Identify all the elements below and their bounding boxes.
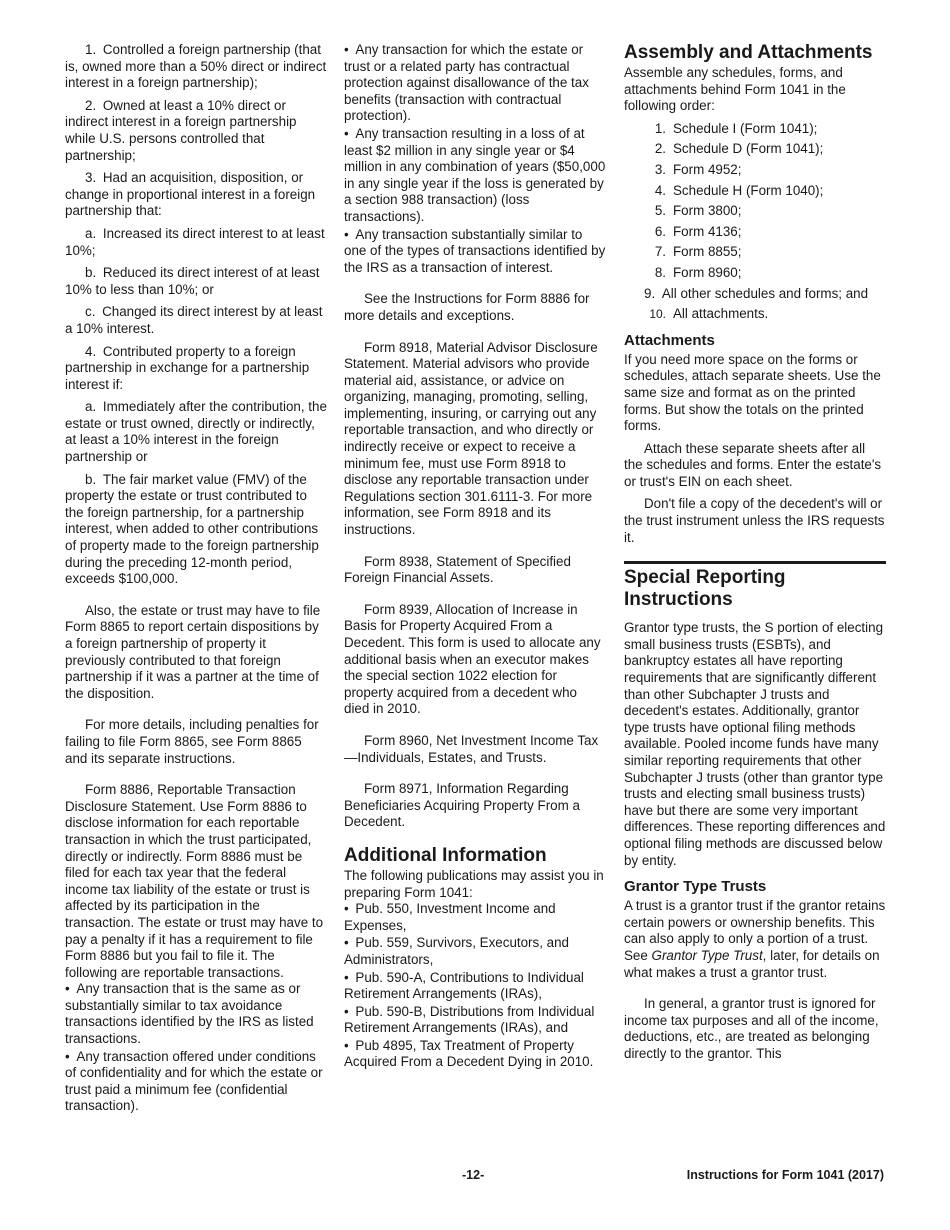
list-text: All attachments.	[673, 306, 769, 322]
list-item	[624, 141, 886, 158]
item-4a: a. Immediately after the contribution, the estate or trust owned, directly or indirectly, at least a 10% interest in the foreign partnership or	[65, 399, 327, 465]
list-item	[624, 265, 886, 282]
list-text: Form 4136;	[673, 223, 742, 239]
paragraph-publications-intro: The following publications may assist you in preparing Form 1041:	[344, 867, 604, 900]
bullet-pub-4895: • Pub 4895, Tax Treatment of Property Acquired From a Decedent Dying in 2010.	[344, 1037, 594, 1070]
paragraph-form-8960: Form 8960, Net Investment Income Tax—Individuals, Estates, and Trusts.	[344, 732, 599, 765]
heading-assembly-attachments: Assembly and Attachments	[624, 42, 873, 63]
list-item	[624, 162, 886, 179]
column-right	[624, 42, 886, 1069]
list-number: 4.	[654, 182, 666, 198]
heading-special-reporting: Special Reporting Instructions	[624, 567, 786, 611]
list-text: Schedule I (Form 1041);	[673, 120, 818, 136]
list-text: Form 8960;	[673, 264, 742, 280]
list-item	[624, 203, 886, 220]
paragraph-attachments-space: If you need more space on the forms or schedules, attach separate sheets. Use the same size and format as on the printed forms. But show the totals on the printed forms.	[624, 351, 881, 434]
paragraph-form-8939: Form 8939, Allocation of Increase in Basis for Property Acquired From a Decedent. This form is used to allocate any additional basis when an executor makes the special section 1022 election for property acquired from a decedent who died in 2010.	[344, 601, 601, 717]
bullet-listed-transactions: • Any transaction that is the same as or substantially similar to tax avoidance transactions identified by the IRS as listed transactions.	[65, 981, 314, 1047]
heading-additional-information: Additional Information	[344, 844, 547, 866]
list-number: 6.	[654, 223, 666, 239]
bullet-contractual-protection: • Any transaction for which the estate or trust or a related party has contractual protection against disallowance of the tax benefits (transaction with contractual protection).	[344, 42, 589, 124]
paragraph-assembly-intro: Assemble any schedules, forms, and attachments behind Form 1041 in the following order:	[624, 65, 846, 114]
bullet-pub-590b: • Pub. 590-B, Distributions from Individual Retirement Arrangements (IRAs), and	[344, 1003, 595, 1036]
bullet-loss-transactions: • Any transaction resulting in a loss of at least $2 million in any single year or $4 million in any combination of years ($50,000 in any single year if the loss is generated by a section 988 transaction) (loss transactions).	[344, 125, 606, 224]
list-text: Schedule H (Form 1040);	[673, 182, 824, 198]
item-4-contributed-property: 4. Contributed property to a foreign partnership in exchange for a partnership interest if:	[65, 343, 310, 392]
list-text: All other schedules and forms; and	[661, 285, 869, 301]
list-number: 1.	[654, 120, 666, 136]
section-divider	[624, 561, 886, 564]
item-4b: b. The fair market value (FMV) of the property the estate or trust contributed to the foreign partnership, for a partnership interest, when added to other contributions of property made to the foreign partnership during the preceding 12-month period, exceeds $100,000.	[65, 471, 319, 587]
paragraph-form-8865-dispositions: Also, the estate or trust may have to file Form 8865 to report certain dispositions by a foreign partnership of property it previously contributed to that foreign partnership if it was a partner at the time of the disposition.	[65, 602, 321, 701]
item-3c: c. Changed its direct interest by at least a 10% interest.	[65, 304, 323, 336]
list-item	[624, 183, 886, 200]
footer-title: Instructions for Form 1041 (2017)	[686, 1168, 884, 1182]
item-3a: a. Increased its direct interest to at least 10%;	[65, 225, 325, 258]
item-2-ten-percent-interest: 2. Owned at least a 10% direct or indirect interest in a foreign partnership while U.S. persons controlled that partnership;	[65, 97, 297, 163]
list-number: 8.	[654, 264, 666, 280]
assembly-order-list	[624, 121, 886, 323]
item-3-acquisition: 3. Had an acquisition, disposition, or change in proportional interest in a foreign partnership that:	[65, 170, 316, 219]
cross-reference: Grantor Type Trust	[651, 947, 763, 963]
list-number: 5.	[654, 203, 666, 219]
bullet-pub-559: • Pub. 559, Survivors, Executors, and Administrators,	[344, 935, 569, 967]
list-number: 2.	[654, 141, 666, 157]
column-left	[65, 42, 327, 1115]
list-number: 9.	[644, 285, 656, 301]
list-text: Schedule D (Form 1041);	[673, 141, 824, 157]
list-number: 3.	[654, 161, 666, 177]
text-run: , later, for details on what makes a trust a grantor trust.	[624, 947, 880, 980]
list-text: Form 3800;	[673, 203, 742, 219]
paragraph-see-8886-instructions: See the Instructions for Form 8886 for more details and exceptions.	[344, 291, 590, 323]
paragraph-grantor-trust-definition	[624, 898, 886, 981]
paragraph-special-reporting-intro: Grantor type trusts, the S portion of electing small business trusts (ESBTs), and bankruptcy estates all have reporting requirements that are significantly different than other Subchapter J trusts and decedent's estates. Additionally, grantor type trusts have optional filing methods available. Pooled income funds have many similar reporting requirements that other Subchapter J trusts (other than grantor type trusts and electing small business trusts) have but there are some very important differences. These reporting differences and optional filing methods are discussed below by entity.	[624, 620, 886, 868]
bullet-pub-590a: • Pub. 590-A, Contributions to Individual Retirement Arrangements (IRAs),	[344, 969, 584, 1002]
paragraph-form-8938: Form 8938, Statement of Specified Foreign Financial Assets.	[344, 553, 571, 586]
paragraph-attach-sheets: Attach these separate sheets after all the schedules and forms. Enter the estate's or trust's EIN on each sheet.	[624, 440, 882, 489]
paragraph-decedent-will: Don't file a copy of the decedent's will or the trust instrument unless the IRS requests it.	[624, 496, 885, 545]
paragraph-form-8918: Form 8918, Material Advisor Disclosure Statement. Material advisors who provide material aid, assistance, or advice on organizing, managing, promoting, selling, implementing, insuring, or carrying out any reportable transaction, and who directly or indirectly receive or expect to receive a minimum fee, must use Form 8918 to disclose any reportable transaction under Regulations section 301.6111-3. For more information, see Form 8918 and its instructions.	[344, 339, 598, 538]
list-item	[624, 306, 886, 323]
list-item	[624, 244, 886, 261]
bullet-transaction-of-interest: • Any transaction substantially similar to one of the types of transactions identified by the IRS as a transaction of interest.	[344, 226, 606, 275]
list-number: 10.	[649, 307, 666, 322]
bullet-pub-550: • Pub. 550, Investment Income and Expenses,	[344, 901, 556, 933]
heading-grantor-type-trusts: Grantor Type Trusts	[624, 878, 767, 896]
item-1-controlled-partnership: 1. Controlled a foreign partnership (that is, owned more than a 50% direct or indirect interest in a foreign partnership);	[65, 42, 327, 91]
paragraph-form-8865-details: For more details, including penalties for failing to file Form 8865, see Form 8865 and its separate instructions.	[65, 717, 319, 766]
list-item	[624, 224, 886, 241]
item-3b: b. Reduced its direct interest of at least 10% to less than 10%; or	[65, 265, 320, 297]
heading-attachments: Attachments	[624, 331, 715, 349]
bullet-confidential-transactions: • Any transaction offered under conditions of confidentiality and for which the estate or trust paid a minimum fee (confidential transaction).	[65, 1048, 323, 1114]
page-number: -12-	[462, 1168, 485, 1182]
paragraph-form-8971: Form 8971, Information Regarding Beneficiaries Acquiring Property From a Decedent.	[344, 781, 580, 830]
list-text: Form 8855;	[673, 244, 742, 260]
list-text: Form 4952;	[673, 161, 742, 177]
list-number: 7.	[654, 244, 666, 260]
paragraph-form-8886: Form 8886, Reportable Transaction Disclosure Statement. Use Form 8886 to disclose information for each reportable transaction in which the trust participated, directly or indirectly. Form 8886 must be filed for each tax year that the federal income tax liability of the estate or trust is affected by its participation in the transaction. The estate or trust may have to pay a penalty if it has a requirement to file Form 8886 but you fail to file it. The following are reportable transactions.	[65, 782, 324, 980]
text-run: A trust is a grantor trust if the grantor retains certain powers or ownership benefits. This can also apply to only a portion of a trust. See	[624, 898, 886, 963]
column-middle	[344, 42, 606, 1071]
paragraph-grantor-trust-ignored: In general, a grantor trust is ignored for income tax purposes and all of the income, deductions, etc., are treated as belonging directly to the grantor. This	[624, 996, 879, 1061]
list-item	[624, 121, 886, 138]
list-item	[624, 286, 886, 303]
